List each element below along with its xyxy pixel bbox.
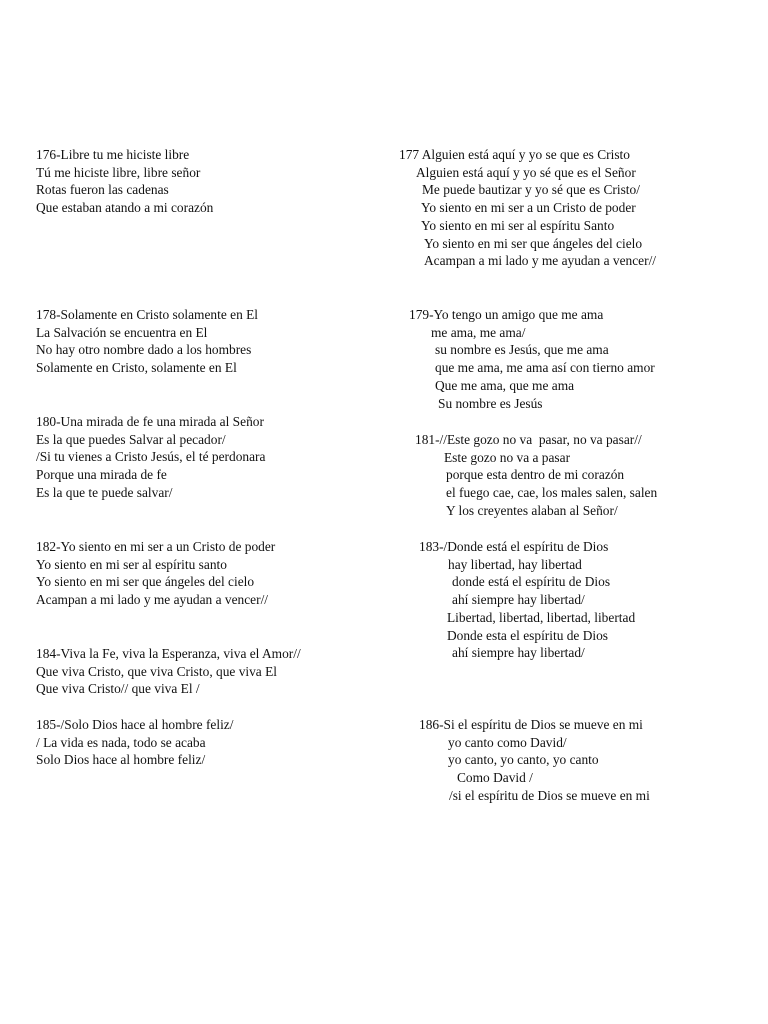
song-line: Este gozo no va a pasar [444, 449, 571, 465]
song-line: 186-Si el espíritu de Dios se mueve en mi [419, 717, 643, 732]
song-line: No hay otro nombre dado a los hombres [36, 342, 252, 358]
song-line: Tú me hiciste libre, libre señor [36, 164, 201, 180]
song-line: su nombre es Jesús, que me ama [435, 342, 609, 358]
song-line: Como David / [457, 770, 533, 786]
song-line: Que estaban atando a mi corazón [36, 200, 214, 216]
song-line: Me puede bautizar y yo sé que es Cristo/ [422, 182, 640, 198]
song-line: Que me ama, que me ama [435, 377, 575, 393]
song-line: yo canto, yo canto, yo canto [448, 752, 599, 768]
song-line: La Salvación se encuentra en El [36, 324, 208, 340]
song-line: Yo siento en mi ser al espíritu Santo [421, 217, 615, 233]
song-line: Que viva Cristo, que viva Cristo, que viva El [36, 663, 277, 679]
song-line: /Si tu vienes a Cristo Jesús, el té perdonara [36, 449, 266, 465]
song-line: Rotas fueron las cadenas [36, 182, 169, 198]
song-line: que me ama, me ama así con tierno amor [435, 360, 655, 376]
song-line: Que viva Cristo// que viva El / [36, 681, 200, 697]
song-line: porque esta dentro de mi corazón [446, 467, 625, 483]
song-line: Yo siento en mi ser a un Cristo de poder [421, 200, 636, 216]
song-line: 177 Alguien está aquí y yo se que es Cristo [399, 147, 630, 162]
song-line: 179-Yo tengo un amigo que me ama [409, 307, 604, 322]
song-line: 178-Solamente en Cristo solamente en El [36, 307, 259, 322]
song-line: Solo Dios hace al hombre feliz/ [36, 752, 206, 768]
song-line: yo canto como David/ [448, 734, 567, 750]
song-line: 185-/Solo Dios hace al hombre feliz/ [36, 717, 234, 732]
song-line: / La vida es nada, todo se acaba [36, 734, 206, 750]
song-line: /si el espíritu de Dios se mueve en mi [449, 787, 650, 803]
song-line: Es la que puedes Salvar al pecador/ [36, 431, 226, 447]
song-line: Donde esta el espíritu de Dios [447, 627, 609, 643]
song-line: Yo siento en mi ser que ángeles del cielo [424, 235, 643, 251]
song-line: ahí siempre hay libertad/ [452, 645, 585, 661]
song-line: 176-Libre tu me hiciste libre [36, 147, 190, 162]
song-line: Y los creyentes alaban al Señor/ [446, 502, 618, 518]
song-line: me ama, me ama/ [431, 324, 526, 340]
song-line: Porque una mirada de fe [36, 467, 167, 483]
song-line: 181-//Este gozo no va pasar, no va pasar// [415, 432, 642, 447]
song-line: 183-/Donde está el espíritu de Dios [419, 539, 609, 554]
song-line: Yo siento en mi ser que ángeles del cielo [36, 574, 255, 590]
song-line: Solamente en Cristo, solamente en El [36, 360, 237, 376]
song-line: el fuego cae, cae, los males salen, salen [446, 485, 658, 501]
song-line: hay libertad, hay libertad [448, 556, 582, 572]
song-line: Acampan a mi lado y me ayudan a vencer// [36, 592, 269, 608]
song-line: 184-Viva la Fe, viva la Esperanza, viva el Amor// [36, 646, 301, 661]
song-line: 182-Yo siento en mi ser a un Cristo de poder [36, 539, 276, 554]
song-line: Su nombre es Jesús [438, 395, 543, 411]
song-line: ahí siempre hay libertad/ [452, 592, 585, 608]
song-line: Yo siento en mi ser al espíritu santo [36, 556, 227, 572]
song-line: Libertad, libertad, libertad, libertad [447, 609, 636, 625]
song-line: donde está el espíritu de Dios [452, 574, 611, 590]
song-line: 180-Una mirada de fe una mirada al Señor [36, 414, 264, 429]
song-line: Es la que te puede salvar/ [36, 484, 173, 500]
song-line: Acampan a mi lado y me ayudan a vencer// [424, 253, 657, 269]
song-line: Alguien está aquí y yo sé que es el Señor [416, 164, 636, 180]
